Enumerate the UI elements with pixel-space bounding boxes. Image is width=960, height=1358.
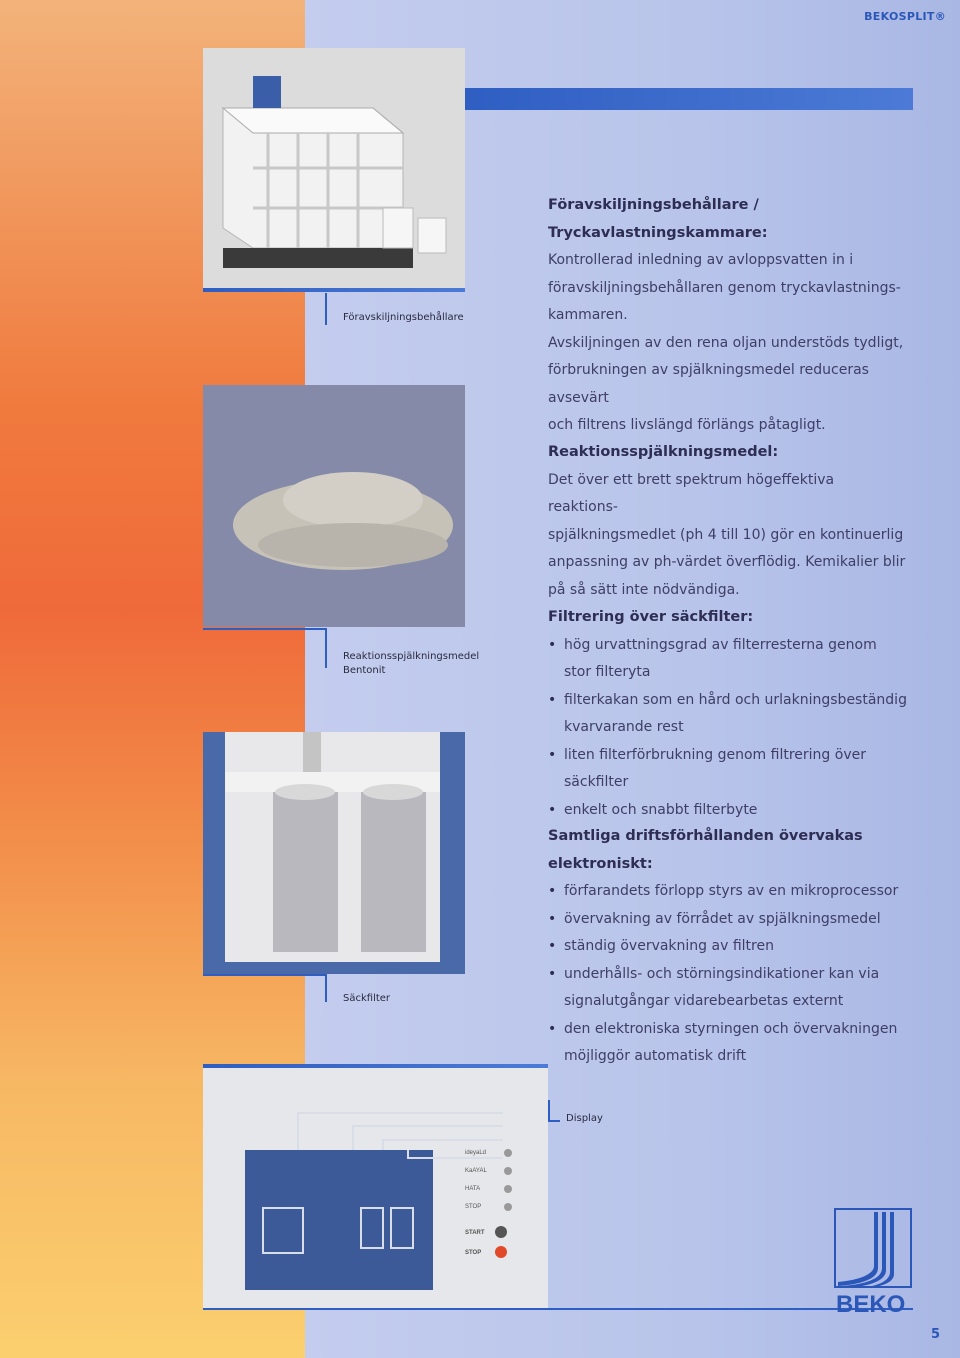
body-line: kammaren. [548, 307, 628, 323]
caption-powder: Reaktionsspjälkningsmedel Bentonit [343, 651, 480, 676]
svg-text:STOP: STOP [465, 1250, 482, 1256]
bullet-item: • förfarandets förlopp styrs av en mikroprocessor [548, 878, 908, 906]
bullet-item: • den elektroniska styrningen och övervakningen möjliggör automatisk drift [548, 1016, 908, 1071]
section-title: Föravskiljningsbehållare / Tryckavlastningskammare: [548, 197, 768, 241]
display-bottom-rule [203, 1308, 913, 1310]
top-blue-bar [463, 88, 913, 110]
bags-caption-rule [203, 974, 325, 976]
bullet-item: • ständig övervakning av filtren [548, 933, 908, 961]
caption-tick [325, 974, 327, 1002]
bullet-item: • filterkakan som en hård och urlakningsbeständig kvarvarande rest [548, 687, 908, 742]
svg-text:STOP: STOP [465, 1204, 482, 1210]
section-reaction [548, 439, 908, 604]
body-line: Det över ett brett spektrum högeffektiva reaktions- [548, 471, 835, 515]
svg-text:HATA: HATA [465, 1186, 481, 1192]
svg-text:BEKO: BEKO [836, 1291, 906, 1314]
caption-bags: Säckfilter [343, 993, 391, 1004]
bullet-item: • enkelt och snabbt filterbyte [548, 797, 908, 825]
bullet-item: • liten filterförbrukning genom filtrering över säckfilter [548, 742, 908, 797]
body-line: förbrukningen av spjälkningsmedel reduceras avsevärt [548, 362, 869, 406]
section-filter [548, 604, 908, 824]
section-title: Filtrering över säckfilter: [548, 609, 754, 625]
section-title: Samtliga driftsförhållanden övervakas elektroniskt: [548, 828, 863, 872]
photo-rule [203, 288, 465, 292]
bullet-item: • övervakning av förrådet av spjälkningsmedel [548, 906, 908, 934]
body-line: föravskiljningsbehållaren genom tryckavlastnings- [548, 279, 901, 296]
section-title: Reaktionsspjälkningsmedel: [548, 444, 779, 460]
svg-text:START: START [465, 1230, 485, 1236]
body-line: Kontrollerad inledning av avloppsvatten in i [548, 252, 854, 268]
caption-tick [325, 293, 327, 325]
body-line: spjälkningsmedlet (ph 4 till 10) gör en kontinuerlig [548, 526, 904, 543]
photo-rule [203, 1064, 548, 1068]
section-monitoring [548, 823, 908, 1071]
caption-tick [548, 1100, 550, 1122]
bullet-item: • underhålls- och störningsindikationer kan via signalutgångar vidarebearbetas externt [548, 961, 908, 1016]
svg-text:ideyaLd: ideyaLd [465, 1150, 487, 1156]
header-brand: BEKOSPLIT® [864, 10, 946, 23]
powder-photo [203, 385, 465, 627]
bag-filter-photo [203, 732, 465, 974]
body-line: på så sätt inte nödvändiga. [548, 581, 740, 598]
powder-caption-rule [203, 628, 325, 630]
body-line: Avskiljningen av den rena oljan understöds tydligt, [548, 334, 904, 351]
tank-photo [203, 48, 465, 290]
page-number: 5 [930, 1327, 940, 1342]
section-separator [548, 192, 908, 440]
caption-tank: Föravskiljningsbehållare [343, 312, 464, 323]
beko-logo [834, 1208, 914, 1314]
body-line: anpassning av ph-värdet överflödig. Kemikalier blir [548, 554, 906, 570]
bullet-item: • hög urvattningsgrad av filterresterna genom stor filteryta [548, 632, 908, 687]
display-panel-photo [203, 1068, 548, 1308]
caption-display: Display [566, 1113, 603, 1124]
caption-tick [325, 628, 327, 668]
svg-text:KaAYAL: KaAYAL [465, 1168, 487, 1174]
body-line: och filtrens livslängd förlängs påtagligt. [548, 417, 826, 433]
